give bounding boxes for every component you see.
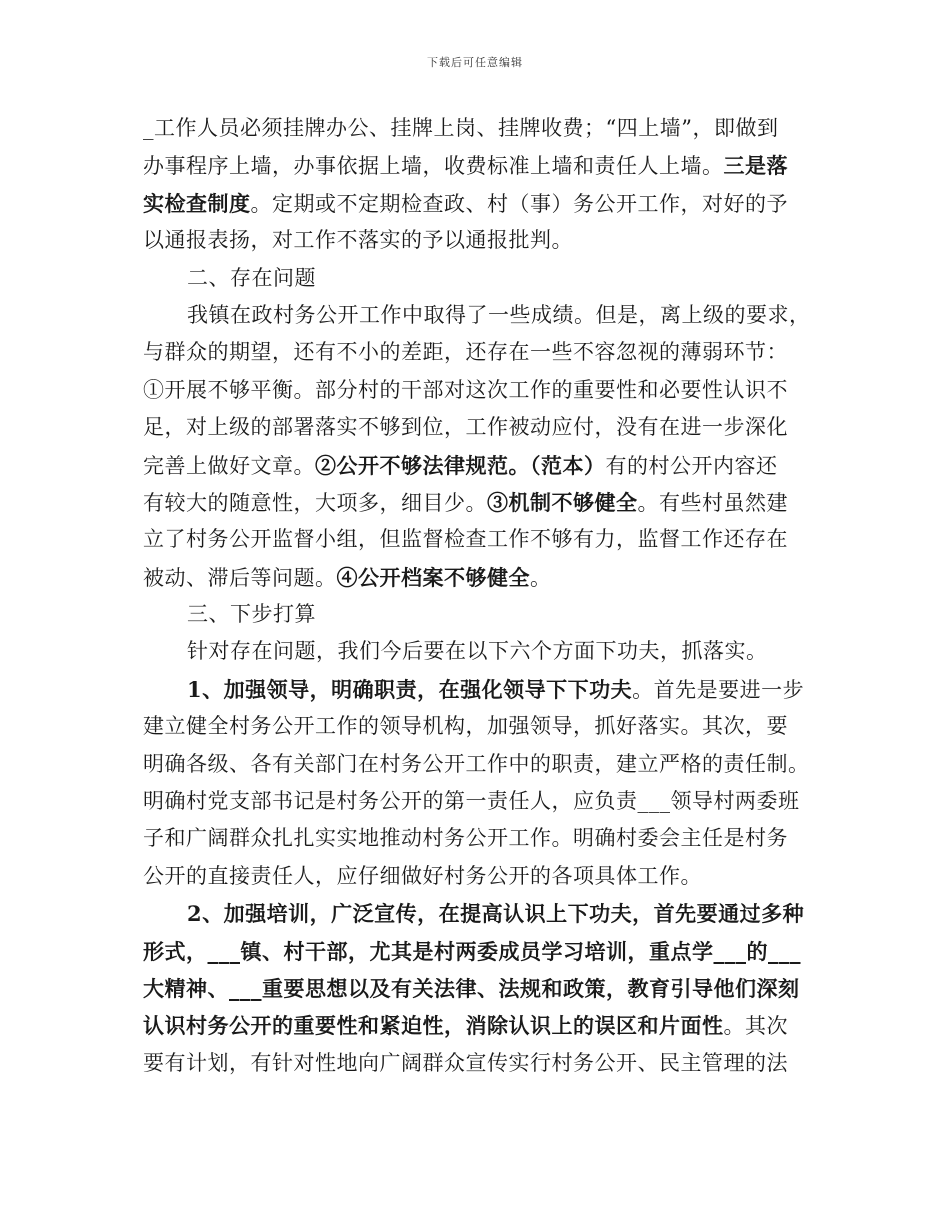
text-run: 。其次: [723, 1014, 788, 1039]
text-run: 以通报表扬，对工作不落实的予以通报批判。: [143, 228, 573, 253]
text-line: [143, 1045, 815, 1082]
bold-text-run: 1、加强领导，明确职责，在强化领导下下功夫: [187, 676, 633, 702]
text-run: 公开的直接责任人，应仔细做好村务公开的各项具体工作。: [143, 863, 702, 888]
text-line: [143, 110, 815, 147]
text-run: 。定期或不定期检查政、村（事）务公开工作，对好的予: [250, 191, 788, 216]
text-line: [143, 783, 815, 820]
text-run: 被动、滞后等问题。: [143, 565, 337, 590]
text-run: 要有计划，有针对性地向广阔群众宣传实行村务公开、民主管理的法: [143, 1050, 788, 1075]
bold-text-run: 2、加强培训，广泛宣传，在提高认识上下功夫，首先要通过多种: [187, 901, 805, 927]
text-line: [143, 147, 815, 184]
bold-text-run: 三是落: [723, 153, 788, 179]
text-line: [143, 895, 815, 932]
text-run: 明确村党支部书记是村务公开的第一责任人，应负责___领导村两委班: [143, 789, 800, 814]
text-line: [143, 858, 815, 895]
text-line: [143, 334, 815, 371]
text-run: 针对存在问题，我们今后要在以下六个方面下功夫，抓落实。: [187, 639, 768, 664]
text-run: 建立健全村务公开工作的领导机构，加强领导，抓好落实。其次，要: [143, 714, 788, 739]
text-line: [143, 222, 815, 259]
text-line: [143, 185, 815, 222]
bold-text-run: 大精神、___重要思想以及有关法律、法规和政策，教育引导他们深刻: [143, 975, 800, 1001]
document-body: [143, 110, 815, 1082]
text-run: ①开展不够平衡。部分村的干部对这次工作的重要性和必要性认识不: [143, 377, 788, 402]
text-run: _工作人员必须挂牌办公、挂牌上岗、挂牌收费；“四上墙”，即做到: [143, 116, 779, 140]
bold-text-run: 认识村务公开的重要性和紧迫性，消除认识上的误区和片面性: [143, 1013, 724, 1039]
text-line: [143, 559, 815, 596]
page-header: 下载后可任意编辑: [427, 56, 523, 69]
text-line: [143, 746, 815, 783]
text-line: [143, 447, 815, 484]
text-run: 立了村务公开监督小组，但监督检查工作不够有力，监督工作还存在: [143, 527, 788, 552]
text-run: 明确各级、各有关部门在村务公开工作中的职责，建立严格的责任制。: [143, 751, 810, 776]
text-run: 完善上做好文章。: [143, 453, 315, 478]
text-line: [143, 820, 815, 857]
text-line: [143, 297, 815, 334]
text-line: [143, 596, 815, 633]
text-run: 我镇在政村务公开工作中取得了一些成绩。但是，离上级的要求，: [187, 302, 811, 327]
text-line: [143, 633, 815, 670]
text-run: 二、存在问题: [187, 265, 316, 290]
text-line: [143, 970, 815, 1007]
text-run: 有的村公开内容还: [605, 453, 778, 478]
text-run: 足，对上级的部署落实不够到位，工作被动应付，没有在进一步深化: [143, 415, 788, 440]
text-line: [143, 409, 815, 446]
bold-text-run: ④公开档案不够健全: [336, 564, 530, 590]
text-line: [143, 521, 815, 558]
text-run: 。有些村虽然建: [637, 490, 788, 515]
text-run: 子和广阔群众扎扎实实地推动村务公开工作。明确村委会主任是村务: [143, 826, 788, 851]
text-line: [143, 484, 815, 521]
text-line: [143, 260, 815, 297]
bold-text-run: ②公开不够法律规范。（范本）: [315, 452, 606, 478]
text-run: 。: [530, 565, 552, 590]
text-line: [143, 372, 815, 409]
text-line: [143, 708, 815, 745]
text-run: 办事程序上墙，办事依据上墙，收费标准上墙和责任人上墙。: [143, 154, 724, 179]
text-line: [143, 1007, 815, 1044]
text-run: 与群众的期望，还有不小的差距，还存在一些不容忽视的薄弱环节：: [143, 340, 788, 365]
bold-text-run: ③机制不够健全: [487, 489, 638, 515]
text-line: [143, 933, 815, 970]
bold-text-run: 实检查制度: [143, 190, 251, 216]
bold-text-run: 形式，___镇、村干部，尤其是村两委成员学习培训，重点学___的___: [143, 938, 801, 964]
text-run: 有较大的随意性，大项多，细目少。: [143, 490, 487, 515]
text-run: 。首先是要进一步: [632, 677, 805, 702]
text-line: [143, 671, 815, 708]
text-run: 三、下步打算: [187, 602, 316, 627]
